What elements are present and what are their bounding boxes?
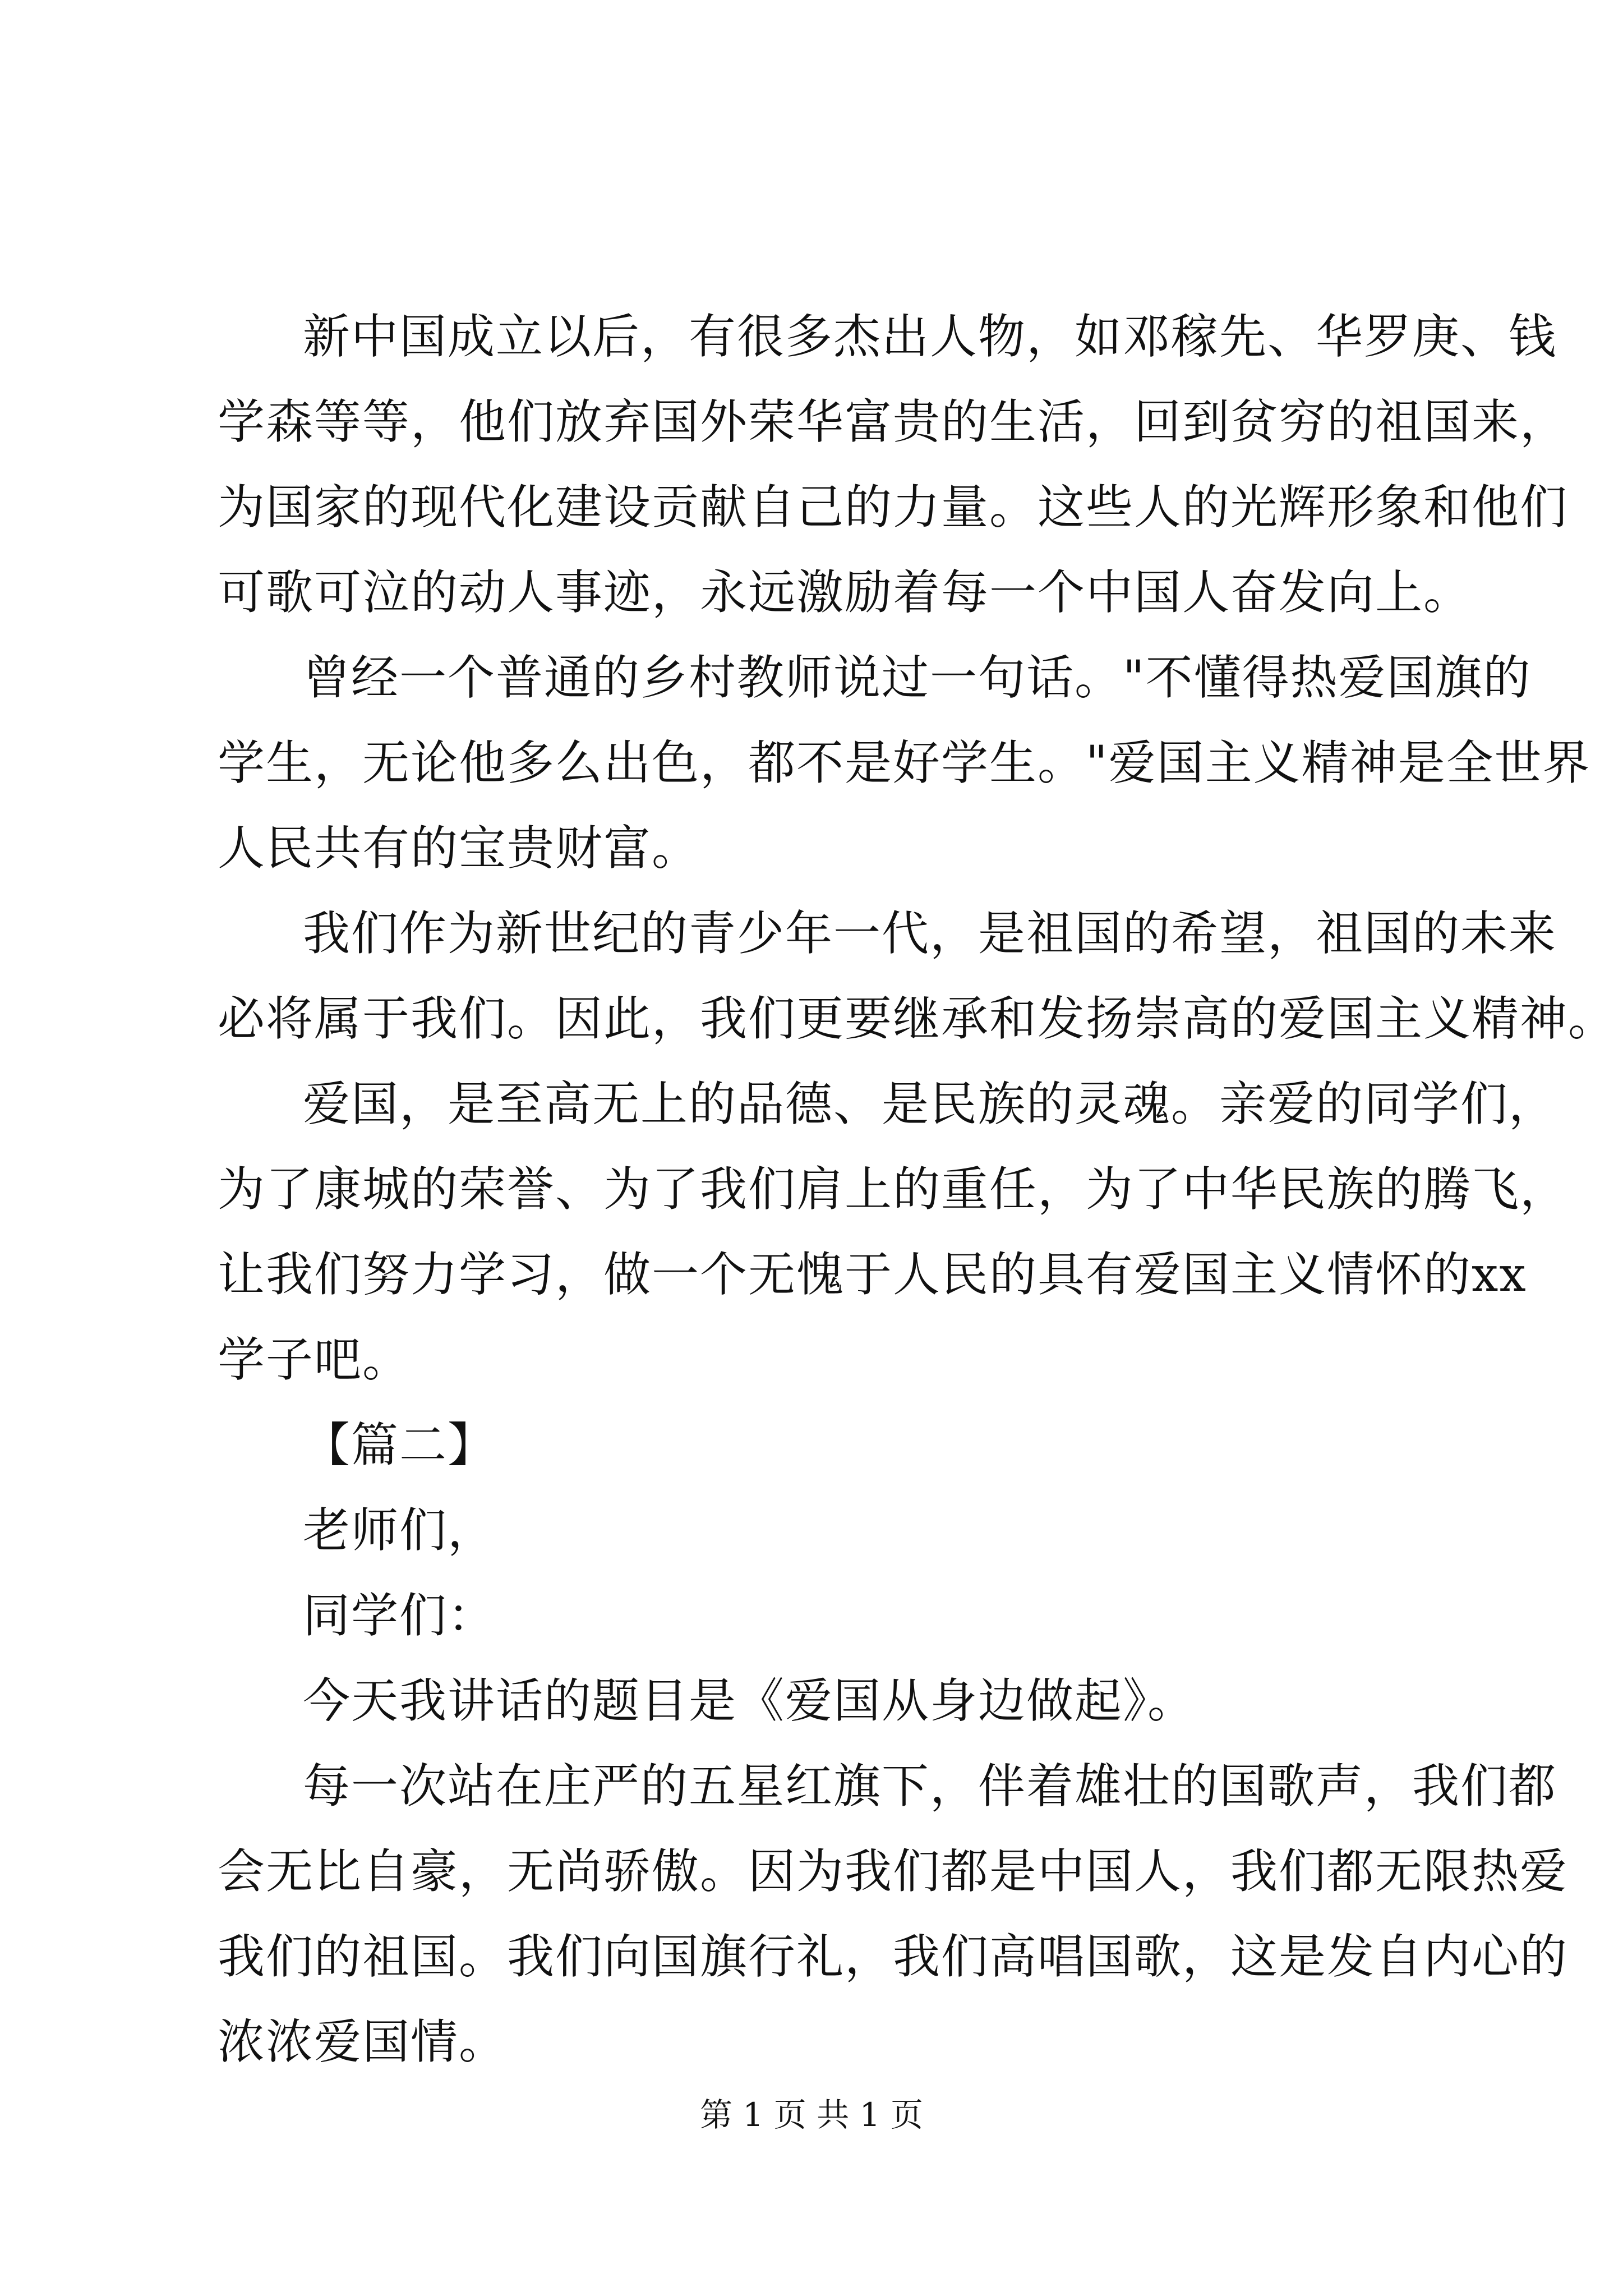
text-line: 爱国，是至高无上的品德、是民族的灵魂。亲爱的同学们， — [303, 1076, 1557, 1131]
text-line: 每一次站在庄严的五星红旗下，伴着雄壮的国歌声，我们都 — [303, 1759, 1557, 1814]
text-line: 曾经一个普通的乡村教师说过一句话。"不懂得热爱国旗的 — [303, 650, 1532, 705]
section-heading: 【篇二】 — [303, 1418, 496, 1473]
text-line: 学子吧。 — [218, 1332, 411, 1387]
text-line: 浓浓爱国情。 — [218, 2014, 508, 2069]
text-line: 为国家的现代化建设贡献自己的力量。这些人的光辉形象和他们 — [218, 480, 1569, 535]
text-line: 让我们努力学习，做一个无愧于人民的具有爱国主义情怀的xx — [218, 1247, 1527, 1302]
page-footer: 第 1 页 共 1 页 — [700, 2096, 923, 2134]
text-line: 新中国成立以后，有很多杰出人物，如邓稼先、华罗庚、钱 — [303, 309, 1557, 364]
text-line: 为了康城的荣誉、为了我们肩上的重任，为了中华民族的腾飞， — [218, 1162, 1569, 1217]
text-line: 可歌可泣的动人事迹，永远激励着每一个中国人奋发向上。 — [218, 565, 1472, 620]
text-line: 我们作为新世纪的青少年一代，是祖国的希望，祖国的未来 — [303, 906, 1557, 961]
text-line: 同学们： — [303, 1588, 496, 1643]
text-line: 今天我讲话的题目是《爱国从身边做起》。 — [303, 1673, 1196, 1728]
text-line: 学森等等，他们放弃国外荣华富贵的生活，回到贫穷的祖国来， — [218, 394, 1569, 449]
text-line: 我们的祖国。我们向国旗行礼，我们高唱国歌，这是发自内心的 — [218, 1929, 1569, 1984]
text-line: 学生，无论他多么出色，都不是好学生。"爱国主义精神是全世界 — [218, 735, 1591, 790]
text-line: 老师们， — [303, 1503, 496, 1558]
text-line: 会无比自豪，无尚骄傲。因为我们都是中国人，我们都无限热爱 — [218, 1844, 1569, 1899]
text-line: 人民共有的宝贵财富。 — [218, 821, 700, 876]
text-line: 必将属于我们。因此，我们更要继承和发扬崇高的爱国主义精神。 — [218, 991, 1617, 1046]
